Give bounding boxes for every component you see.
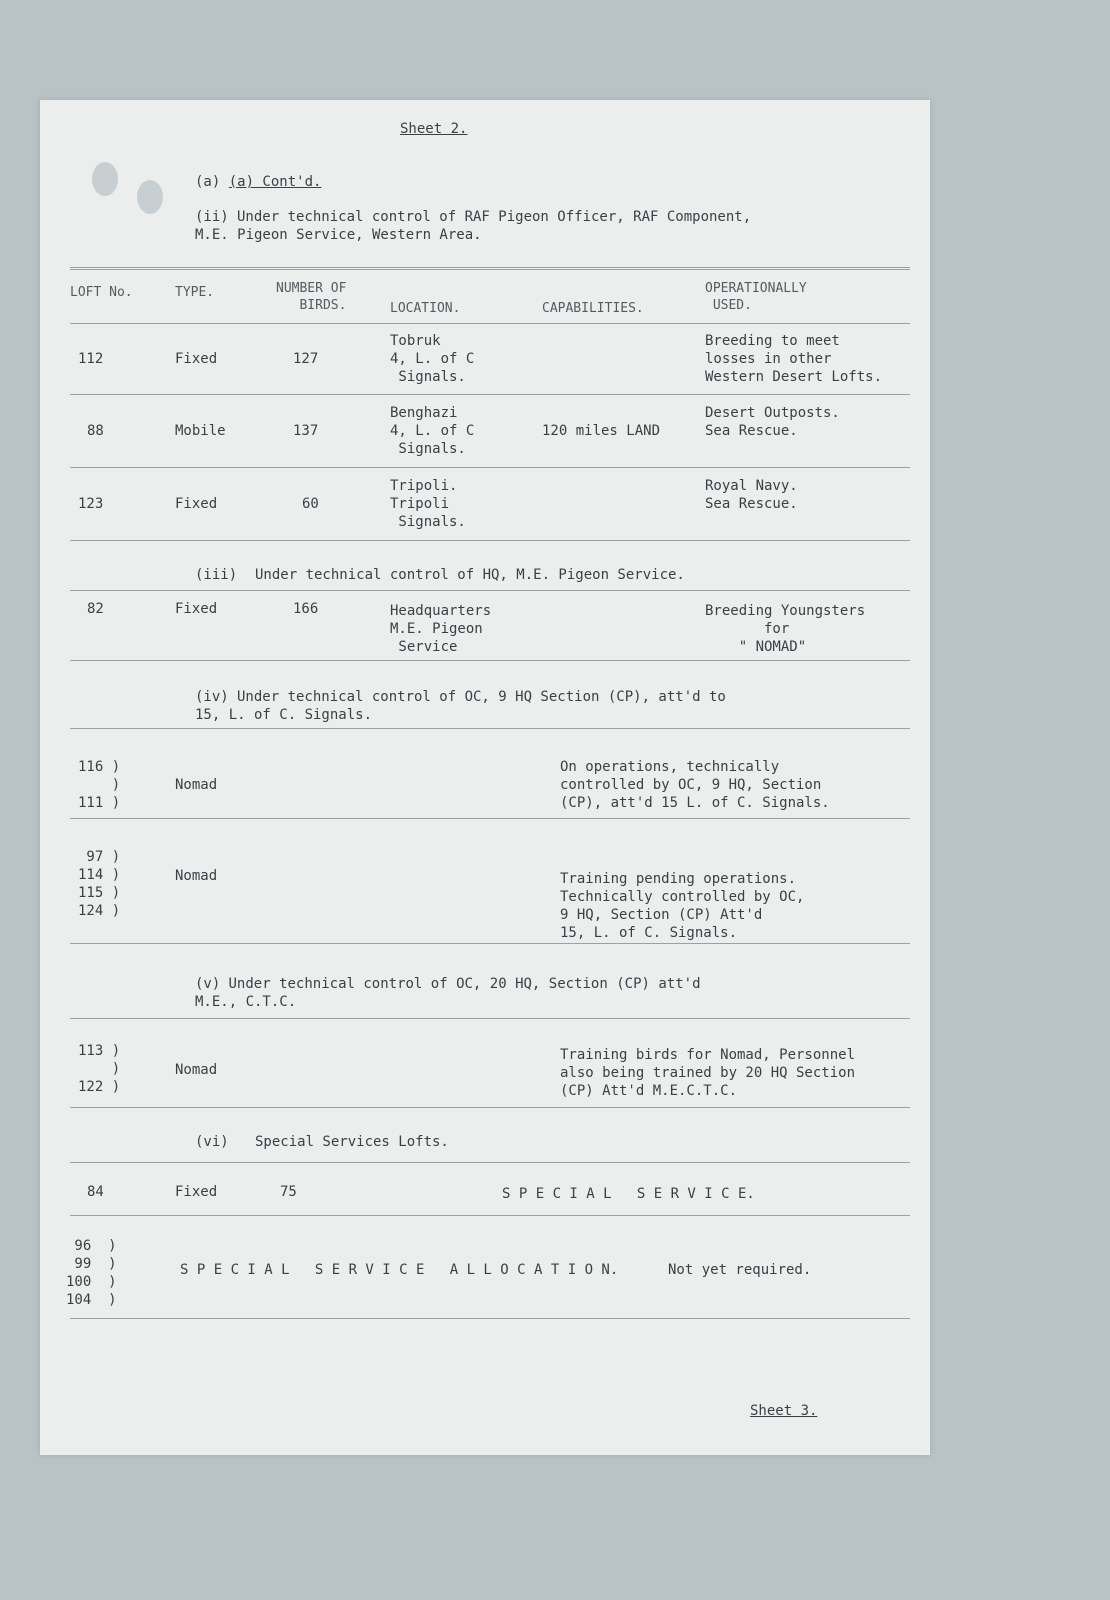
loft-used: Royal Navy. Sea Rescue.	[705, 478, 798, 512]
section-a-heading: (a) (a) Cont'd.	[195, 174, 322, 190]
allocation-lofts: 96 ) 99 ) 100 ) 104 )	[66, 1238, 117, 1308]
row-rule	[70, 1215, 910, 1216]
header-loft: LOFT No.	[70, 285, 133, 300]
allocation-text: S P E C I A L S E R V I C E A L L O C A T I O N.	[180, 1262, 619, 1278]
loft-birds: 127	[293, 351, 319, 367]
row-rule	[70, 728, 910, 729]
loft-birds: 137	[293, 423, 319, 439]
nomad-lofts: 116 ) ) 111 )	[78, 759, 121, 811]
row-rule	[70, 590, 910, 591]
nomad-type: Nomad	[175, 1062, 218, 1078]
loft-birds: 166	[293, 601, 319, 617]
loft-used: Desert Outposts. Sea Rescue.	[705, 405, 840, 439]
row-rule	[70, 1318, 910, 1319]
loft-type: Fixed	[175, 351, 218, 367]
section-iv-text: Under technical control of OC, 9 HQ Section (CP), att'd to 15, L. of C. Signals.	[195, 689, 726, 723]
table-top-rule	[70, 267, 910, 270]
loft-type: Mobile	[175, 423, 226, 439]
loft-birds: 60	[302, 496, 319, 512]
row-rule	[70, 818, 910, 819]
row-rule	[70, 1018, 910, 1019]
nomad-note: Training pending operations. Technically controlled by OC, 9 HQ, Section (CP) Att'd 15, L. of C. Signals.	[560, 871, 805, 941]
row-rule	[70, 943, 910, 944]
punch-hole	[92, 162, 118, 196]
document-page	[40, 100, 930, 1455]
allocation-note: Not yet required.	[668, 1262, 812, 1278]
row-rule	[70, 467, 910, 468]
row-rule	[70, 1162, 910, 1163]
nomad-lofts: 97 ) 114 ) 115 ) 124 )	[78, 849, 121, 919]
nomad-note: Training birds for Nomad, Personnel also being trained by 20 HQ Section (CP) Att'd M.E.C.T.C.	[560, 1047, 856, 1099]
section-ii-number: (ii)	[195, 209, 229, 225]
next-sheet: Sheet 3.	[750, 1403, 818, 1419]
row-rule	[70, 394, 910, 395]
header-location: LOCATION.	[390, 301, 461, 316]
row-rule	[70, 540, 910, 541]
section-iv-number: (iv)	[195, 689, 229, 705]
header-capabilities: CAPABILITIES.	[542, 301, 644, 316]
section-v-text: Under technical control of OC, 20 HQ, Section (CP) att'd M.E., C.T.C.	[195, 976, 701, 1010]
section-iii-number: (iii)	[195, 567, 238, 583]
loft-number: 84	[87, 1184, 104, 1200]
loft-location: Tobruk 4, L. of C Signals.	[390, 333, 475, 385]
loft-number: 88	[87, 423, 104, 439]
sheet-title: Sheet 2.	[400, 121, 468, 137]
header-birds: NUMBER OF BIRDS.	[276, 281, 347, 313]
nomad-type: Nomad	[175, 777, 218, 793]
loft-birds: 75	[280, 1184, 297, 1200]
header-type: TYPE.	[175, 285, 215, 300]
loft-type: Fixed	[175, 1184, 218, 1200]
row-rule	[70, 1107, 910, 1108]
section-iii-text: Under technical control of HQ, M.E. Pigeon Service.	[255, 567, 685, 583]
special-service-text: S P E C I A L S E R V I C E.	[502, 1186, 755, 1202]
loft-capabilities: 120 miles LAND	[542, 423, 661, 439]
punch-hole	[137, 180, 163, 214]
header-rule	[70, 323, 910, 324]
loft-number: 82	[87, 601, 104, 617]
header-used: OPERATIONALLY USED.	[705, 281, 807, 313]
nomad-note: On operations, technically controlled by OC, 9 HQ, Section (CP), att'd 15 L. of C. Signals.	[560, 759, 830, 811]
section-vi-number: (vi)	[195, 1134, 229, 1150]
nomad-type: Nomad	[175, 868, 218, 884]
loft-type: Fixed	[175, 496, 218, 512]
loft-number: 123	[78, 496, 104, 512]
section-vi-text: Special Services Lofts.	[255, 1134, 449, 1150]
loft-location: Benghazi 4, L. of C Signals.	[390, 405, 475, 457]
row-rule	[70, 660, 910, 661]
nomad-lofts: 113 ) ) 122 )	[78, 1043, 121, 1095]
section-v-number: (v)	[195, 976, 221, 992]
loft-used: Breeding Youngsters for " NOMAD"	[705, 603, 866, 655]
loft-location: Headquarters M.E. Pigeon Service	[390, 603, 492, 655]
section-ii-text: Under technical control of RAF Pigeon Officer, RAF Component, M.E. Pigeon Service, Western Area.	[195, 209, 752, 243]
loft-number: 112	[78, 351, 104, 367]
loft-type: Fixed	[175, 601, 218, 617]
loft-used: Breeding to meet losses in other Western Desert Lofts.	[705, 333, 883, 385]
loft-location: Tripoli. Tripoli Signals.	[390, 478, 466, 530]
